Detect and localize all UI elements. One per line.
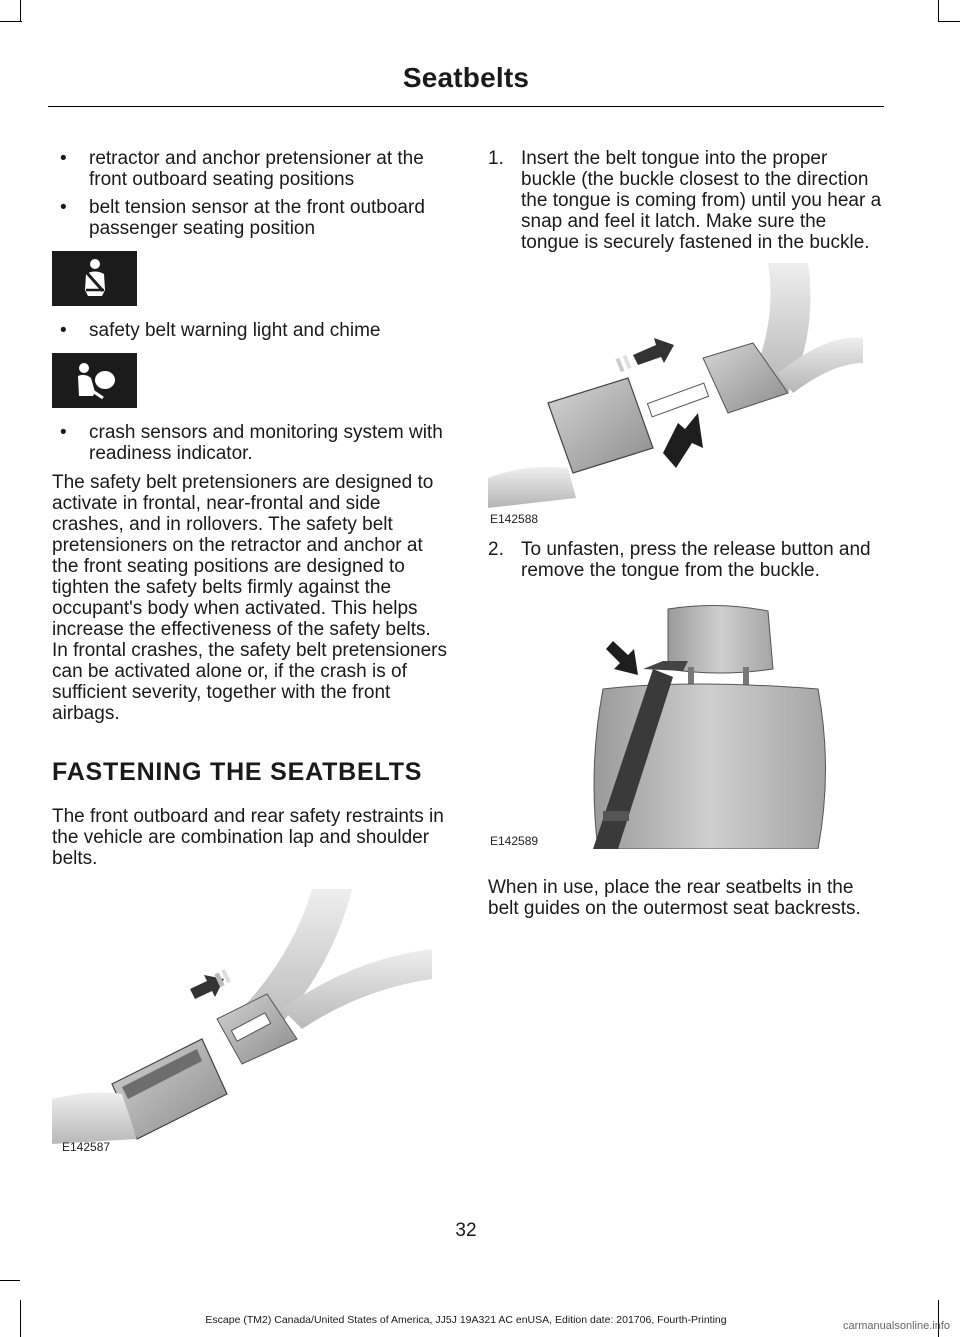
figure-label: E142588 xyxy=(490,512,539,526)
step-number: 1. xyxy=(488,148,504,169)
left-column xyxy=(52,148,448,1154)
step-item xyxy=(488,539,884,581)
list-item-text: belt tension sensor at the front outboard passenger seating position xyxy=(89,197,425,239)
list-item xyxy=(52,148,448,190)
list-item xyxy=(52,422,448,464)
seat-belt-release-illustration xyxy=(488,599,868,849)
body-paragraph: When in use, place the rear seatbelts in the belt guides on the outermost seat backrests. xyxy=(488,877,861,919)
list-item-text: safety belt warning light and chime xyxy=(89,320,381,341)
crop-mark xyxy=(0,21,22,22)
list-item-text: retractor and anchor pretensioner at the front outboard seating positions xyxy=(89,148,424,190)
step-text: To unfasten, press the release button and remove the tongue from the buckle. xyxy=(521,539,871,581)
crop-mark xyxy=(0,1280,20,1281)
bullet-dot: • xyxy=(60,320,67,341)
list-item-text: crash sensors and monitoring system with readiness indicator. xyxy=(89,422,443,464)
figure-belt-tongue xyxy=(52,889,448,1154)
bullet-dot: • xyxy=(60,148,67,169)
belt-tongue-illustration xyxy=(52,889,432,1154)
crop-mark xyxy=(938,21,960,22)
watermark-text: carmanualsonline.info xyxy=(842,1320,950,1332)
figure-insert-tongue xyxy=(488,263,884,533)
figure-release-button xyxy=(488,599,884,869)
buckle-insert-illustration xyxy=(488,263,868,518)
list-item xyxy=(52,197,448,239)
intro-paragraph: The front outboard and rear safety restraints in the vehicle are combination lap and shoulder belts. xyxy=(52,806,444,869)
airbag-person-icon xyxy=(69,360,121,402)
step-item xyxy=(488,148,884,253)
header-divider xyxy=(48,106,884,107)
body-paragraph: The safety belt pretensioners are designed to activate in frontal, near-frontal and side crashes, and in rollovers. The safety belt pretensioners on the retractor and anchor at the front seating positions are designed to tighten the safety belts firmly against the occupant's body when activated. This helps increase the effectiveness of the safety belts. In frontal crashes, the safety belt pretensioners can be activated alone or, if the crash is of sufficient severity, together with the front airbags. xyxy=(52,472,447,724)
section-heading: FASTENING THE SEATBELTS xyxy=(52,758,423,786)
page-number: 32 xyxy=(455,1220,477,1241)
page-title: Seatbelts xyxy=(402,62,530,93)
footer-text: Escape (TM2) Canada/United States of America, JJ5J 19A321 AC enUSA, Edition date: 201706, Fourth-Printing xyxy=(205,1314,727,1326)
bullet-dot: • xyxy=(60,422,67,443)
step-number: 2. xyxy=(488,539,504,560)
crop-mark xyxy=(20,0,21,22)
right-column xyxy=(488,148,884,919)
bullet-dot: • xyxy=(60,197,67,218)
seatbelt-person-icon xyxy=(72,256,118,302)
figure-label: E142589 xyxy=(490,834,539,848)
figure-label: E142587 xyxy=(62,1140,111,1154)
crop-mark xyxy=(938,0,939,22)
seatbelt-warning-icon xyxy=(52,251,137,306)
step-text: Insert the belt tongue into the proper buckle (the buckle closest to the direction the tongue is coming from) until you hear a snap and feel it latch. Make sure the tongue is securely fastened in the buckle. xyxy=(521,148,882,253)
airbag-readiness-icon xyxy=(52,353,137,408)
list-item xyxy=(52,320,448,341)
